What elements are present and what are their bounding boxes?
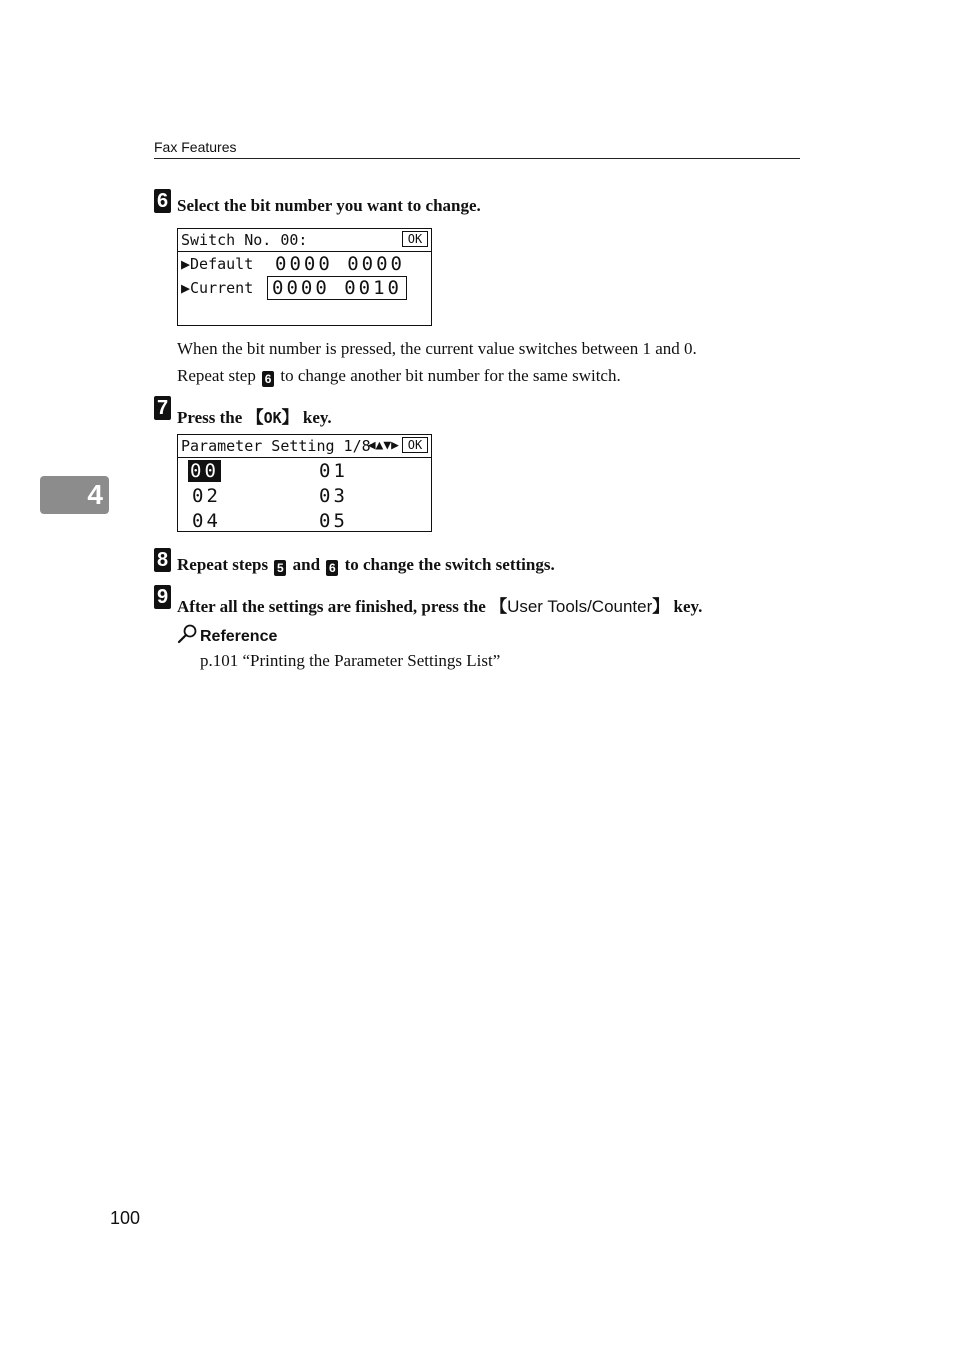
step-9-text-start: After all the settings are finished, press the bbox=[177, 597, 491, 616]
scroll-arrows-icon: ◀▲▼▶ bbox=[367, 438, 399, 453]
param-item-04: 04 bbox=[192, 510, 221, 532]
step-number-8: 8 bbox=[154, 548, 171, 572]
step-7-text bbox=[177, 403, 332, 428]
lcd-ok-badge: OK bbox=[402, 231, 428, 247]
note-line-1: When the bit number is pressed, the current value switches between 1 and 0. bbox=[177, 339, 697, 358]
step-8-text-end: to change the switch settings. bbox=[340, 555, 555, 574]
lcd-switch-display bbox=[177, 228, 432, 326]
lcd-current-row bbox=[178, 276, 431, 300]
lcd-default-label: ▶Default bbox=[181, 255, 254, 273]
reference-link[interactable]: p.101 “Printing the Parameter Settings List” bbox=[200, 651, 501, 670]
lcd-current-value: 0000 0010 bbox=[267, 276, 407, 300]
bracket-open: 【 bbox=[246, 408, 264, 427]
header-rule bbox=[154, 158, 800, 159]
step-number-6: 6 bbox=[154, 189, 171, 213]
step-ref-6-b: 6 bbox=[326, 560, 338, 576]
step-8-text bbox=[177, 555, 555, 576]
lcd-param-title: Parameter Setting 1/8 bbox=[181, 437, 371, 455]
step-number-7: 7 bbox=[154, 396, 171, 420]
step-9-text-end: key. bbox=[669, 597, 703, 616]
lcd-parameter-display bbox=[177, 434, 432, 532]
step-6-text: Select the bit number you want to change. bbox=[177, 196, 481, 215]
step-ref-6: 6 bbox=[262, 371, 274, 387]
step-7-text-start: Press the bbox=[177, 408, 247, 427]
lcd-param-ok-badge: OK bbox=[402, 437, 428, 453]
page-number: 100 bbox=[110, 1208, 141, 1228]
step-number-9: 9 bbox=[154, 585, 171, 609]
user-tools-key-label: User Tools/Counter bbox=[507, 597, 653, 616]
reference-title: Reference bbox=[200, 628, 278, 645]
param-item-00: 00 bbox=[190, 460, 219, 482]
note-line-2-end: to change another bit number for the same switch. bbox=[276, 366, 621, 385]
param-item-02: 02 bbox=[192, 485, 221, 507]
step-9-text bbox=[177, 592, 702, 617]
running-header: Fax Features bbox=[154, 139, 237, 155]
bracket-open-2: 【 bbox=[490, 597, 508, 616]
ok-key-label: OK bbox=[263, 409, 282, 427]
lcd-switch-title: Switch No. 00: bbox=[181, 231, 308, 249]
note-line-2-start: Repeat step bbox=[177, 366, 261, 385]
step-7-text-end: key. bbox=[298, 408, 332, 427]
lcd-current-label: ▶Current bbox=[181, 279, 254, 297]
note-line-2 bbox=[177, 366, 621, 387]
lcd-switch-title-bar bbox=[178, 229, 431, 252]
magnifier-icon bbox=[177, 623, 199, 645]
step-ref-5: 5 bbox=[274, 560, 286, 576]
param-item-03: 03 bbox=[319, 485, 348, 507]
step-8-text-start: Repeat steps bbox=[177, 555, 273, 574]
param-item-05: 05 bbox=[319, 510, 348, 532]
lcd-default-row bbox=[178, 252, 431, 276]
chapter-tab[interactable]: 4 bbox=[40, 476, 109, 514]
bracket-close-2: 】 bbox=[652, 597, 670, 616]
step-8-text-mid: and bbox=[288, 555, 325, 574]
lcd-default-value: 0000 0000 bbox=[275, 253, 405, 275]
param-item-01: 01 bbox=[319, 460, 348, 482]
lcd-param-title-bar bbox=[178, 435, 431, 458]
bracket-close: 】 bbox=[281, 408, 299, 427]
